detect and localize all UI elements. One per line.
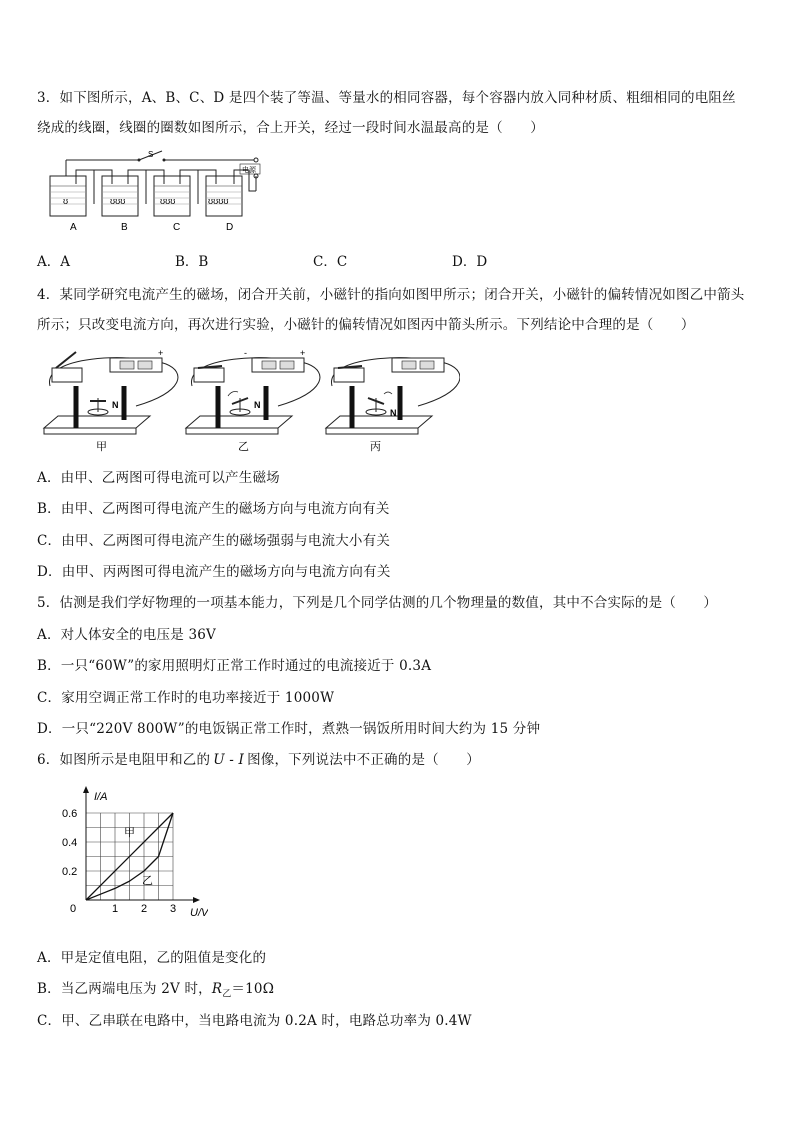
q3-stem-line1: 3．如下图所示，A、B、C、D 是四个装了等温、等量水的相同容器，每个容器内放入同种材质、粗细相同的电阻丝: [37, 90, 736, 106]
coil-c: ʊʊʊ: [160, 196, 176, 206]
q5-stem: 5．估测是我们学好物理的一项基本能力，下列是几个同学估测的几个物理量的数值，其中不合实际的是（ ）: [37, 595, 718, 611]
q4-option-c[interactable]: C．由甲、乙两图可得电流产生的磁场强弱与电流大小有关: [37, 533, 391, 549]
caption-bing: 丙: [370, 441, 381, 453]
x-tick-label: 3: [170, 903, 177, 915]
q4-stem-line1: 4．某同学研究电流产生的磁场，闭合开关前，小磁针的指向如图甲所示；闭合开关，小磁针的偏转情况如图乙中箭头: [37, 287, 745, 303]
svg-text:N: N: [112, 400, 119, 410]
q3-circuit-figure: [44, 146, 274, 234]
x-axis-label: U/V: [190, 907, 208, 919]
coil-d: ʊʊʊʊ: [208, 196, 229, 206]
power-source-label: 电源: [242, 167, 256, 174]
series-label-jia: 甲: [124, 827, 135, 839]
q5-option-b[interactable]: B．一只“60W”的家用照明灯正常工作时通过的电流接近于 0.3A: [37, 658, 432, 674]
x-axis-arrow: [193, 897, 200, 903]
q3-option-c[interactable]: C．C: [313, 254, 348, 270]
q4-option-a[interactable]: A．由甲、乙两图可得电流可以产生磁场: [37, 470, 280, 486]
q5-option-d[interactable]: D．一只“220V 800W”的电饭锅正常工作时，煮熟一锅饭所用时间大约为 15 分钟: [37, 721, 541, 737]
coil-a: ʊ: [63, 196, 69, 206]
q3-stem-line2: 绕成的线圈，线圈的圈数如图所示，合上开关，经过一段时间水温最高的是（ ）: [37, 120, 544, 136]
q4-option-b[interactable]: B．由甲、乙两图可得电流产生的磁场方向与电流方向有关: [37, 501, 390, 517]
label-c: C: [173, 222, 181, 233]
q6-option-c[interactable]: C．甲、乙串联在电路中，当电路电流为 0.2A 时，电路总功率为 0.4W: [37, 1013, 472, 1029]
label-d: D: [226, 222, 234, 233]
y-tick-label: 0.2: [62, 866, 78, 878]
svg-text:+: +: [300, 348, 306, 358]
svg-text:+: +: [158, 348, 164, 358]
y-axis-label: I/A: [94, 791, 108, 803]
q4-magnet-figures: [40, 346, 460, 456]
ui-symbol: U - I: [213, 752, 245, 768]
figure-bing: [326, 358, 460, 453]
container-c: [154, 176, 190, 216]
label-b: B: [121, 222, 128, 233]
origin-label: 0: [70, 903, 77, 915]
caption-jia: 甲: [96, 441, 107, 453]
x-tick-label: 1: [112, 903, 119, 915]
coil-b: ʊʊʊ: [110, 196, 126, 206]
container-d: [206, 176, 242, 216]
container-b: [102, 176, 138, 216]
container-a: [50, 176, 86, 216]
svg-text:N: N: [254, 400, 261, 410]
switch-label: S: [148, 150, 154, 159]
q5-option-a[interactable]: A．对人体安全的电压是 36V: [37, 627, 216, 643]
svg-text:-: -: [244, 348, 247, 358]
x-tick-label: 2: [141, 903, 148, 915]
y-tick-label: 0.4: [62, 837, 78, 849]
figure-yi: [186, 348, 320, 453]
q3-option-a[interactable]: A．A: [37, 254, 70, 270]
q6-option-a[interactable]: A．甲是定值电阻，乙的阻值是变化的: [37, 950, 267, 966]
svg-text:N: N: [390, 408, 397, 418]
q6-option-b[interactable]: B．当乙两端电压为 2V 时，$R_乙=10\Omega$: [37, 981, 275, 1000]
y-tick-label: 0.6: [62, 808, 78, 820]
q3-option-d[interactable]: D．D: [452, 254, 488, 270]
q4-option-d[interactable]: D．由甲、丙两图可得电流产生的磁场方向与电流方向有关: [37, 564, 391, 580]
q3-option-b[interactable]: B．B: [175, 254, 209, 270]
series-label-yi: 乙: [142, 875, 153, 887]
figure-jia: [44, 348, 178, 453]
ui-graph: [58, 786, 208, 922]
caption-yi: 乙: [238, 441, 249, 453]
q4-stem-line2: 所示；只改变电流方向，再次进行实验，小磁针的偏转情况如图丙中箭头所示。下列结论中合理的是（ ）: [37, 317, 695, 333]
label-a: A: [70, 222, 77, 233]
y-axis-arrow: [83, 786, 89, 793]
q6-stem: 6．如图所示是电阻甲和乙的 U - I 图像，下列说法中不正确的是（ ）: [37, 752, 480, 768]
q5-option-c[interactable]: C．家用空调正常工作时的电功率接近于 1000W: [37, 690, 335, 706]
